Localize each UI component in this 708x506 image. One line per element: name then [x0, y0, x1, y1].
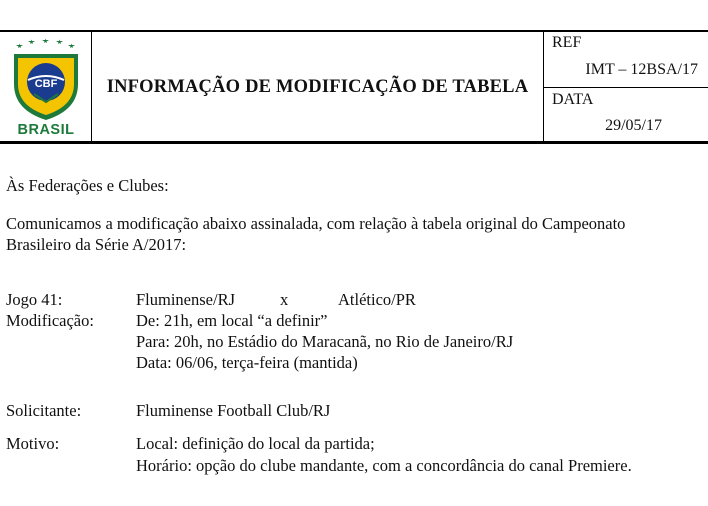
intro-line-2: Brasileiro da Série A/2017: [6, 235, 187, 254]
logo-cell [0, 32, 92, 141]
cbf-text: CBF [34, 78, 58, 90]
date-label: DATA [552, 91, 594, 108]
modification-date: Data: 06/06, terça-feira (mantida) [136, 353, 358, 372]
ref-value: IMT – 12BSA/17 [585, 61, 698, 78]
ref-label: REF [552, 34, 582, 51]
ref-box [544, 32, 708, 88]
game-away-team: Atlético/PR [338, 290, 416, 309]
intro-line-1: Comunicamos a modificação abaixo assinalada, com relação à tabela original do Campeonato [6, 214, 626, 233]
reason-label: Motivo: [6, 434, 60, 453]
modification-to: Para: 20h, no Estádio do Maracanã, no Rio de Janeiro/RJ [136, 332, 514, 351]
game-versus: x [280, 290, 289, 309]
modification-from: De: 21h, em local “a definir” [136, 311, 328, 330]
requester-value: Fluminense Football Club/RJ [136, 401, 331, 420]
greeting: Às Federações e Clubes: [6, 176, 169, 195]
requester-label: Solicitante: [6, 401, 82, 420]
title-cell [92, 32, 544, 141]
reason-line-2: Horário: opção do clube mandante, com a concordância do canal Premiere. [136, 456, 632, 475]
cbf-logo [8, 36, 84, 122]
brasil-label: BRASIL [17, 122, 75, 138]
stars-icon [16, 39, 75, 49]
date-value: 29/05/17 [605, 117, 662, 134]
ref-cell [544, 32, 708, 141]
game-label: Jogo 41: [6, 290, 63, 309]
game-home-team: Fluminense/RJ [136, 290, 236, 309]
reason-line-1: Local: definição do local da partida; [136, 434, 375, 453]
document-header [0, 30, 708, 144]
document-title: INFORMAÇÃO DE MODIFICAÇÃO DE TABELA [106, 77, 529, 97]
modification-label: Modificação: [6, 311, 94, 330]
